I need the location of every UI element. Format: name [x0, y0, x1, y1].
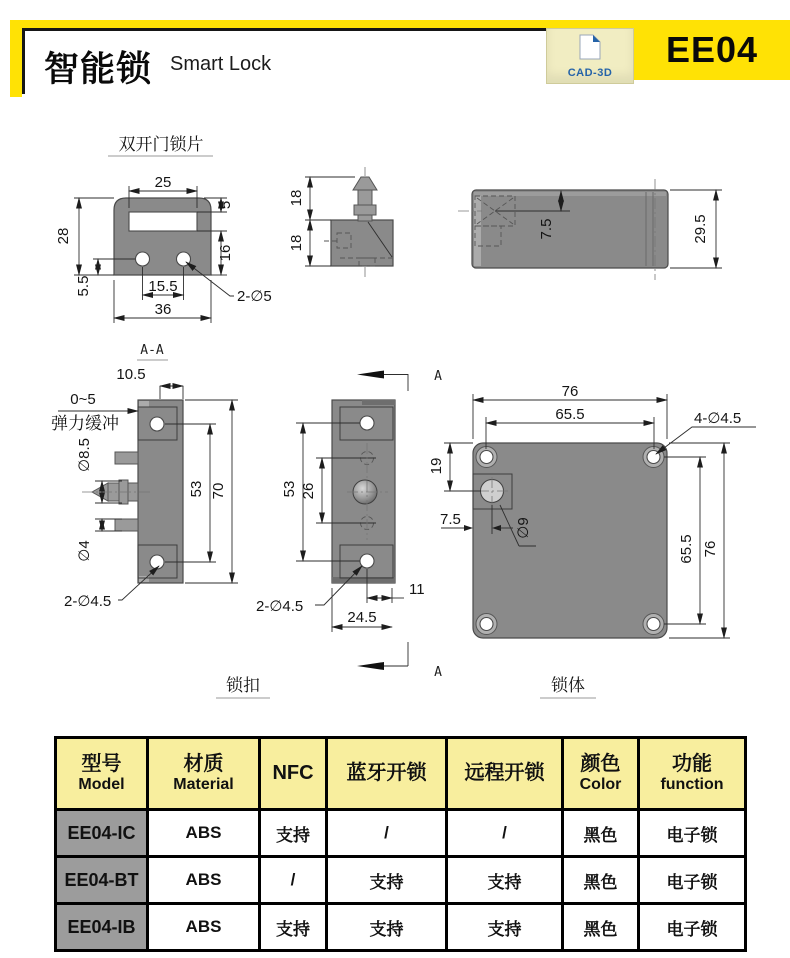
dim-body-side-7-5: 7.5 [538, 218, 555, 240]
section-mark-bottom: A [434, 665, 442, 680]
dim-corner-holes: 4-∅4.5 [694, 410, 742, 427]
drawing-door-plate-label: 双开门锁片 [118, 135, 204, 154]
cell-remote: / [447, 810, 563, 857]
dim-section-holes: 2-∅4.5 [64, 593, 112, 610]
dim-front-53: 53 [281, 480, 298, 498]
cell-color: 黑色 [563, 904, 639, 951]
col-header-material: 材质 Material [148, 738, 260, 810]
cell-remote: 支持 [447, 857, 563, 904]
dim-pin-body-height: 18 [288, 234, 305, 252]
cell-color: 黑色 [563, 857, 639, 904]
dim-plate-28: 28 [55, 227, 72, 245]
spec-table-header-row [56, 738, 746, 810]
dim-pin-dia: ∅4 [76, 540, 93, 562]
cell-remote: 支持 [447, 904, 563, 951]
dim-bodyfront-65-5-right: 65.5 [678, 534, 695, 564]
dim-center-hole: ∅9 [515, 517, 532, 539]
body-label: 锁体 [551, 676, 585, 695]
cell-nfc: 支持 [260, 810, 327, 857]
cell-material: ABS [148, 857, 260, 904]
dim-front-26: 26 [300, 482, 317, 500]
dim-body-side-29-5: 29.5 [692, 214, 709, 244]
cad-3d-label: CAD-3D [567, 66, 613, 79]
cell-model: EE04-IC [56, 810, 148, 857]
cell-function: 电子锁 [639, 810, 746, 857]
cell-bluetooth: 支持 [327, 857, 447, 904]
drawing-body-front [428, 383, 756, 698]
cell-material: ABS [148, 904, 260, 951]
dim-front-holes: 2-∅4.5 [256, 598, 304, 615]
dim-pin-height: 18 [288, 189, 305, 207]
cell-nfc: 支持 [260, 904, 327, 951]
col-header-color: 颜色 Color [563, 738, 639, 810]
dim-plate-36: 36 [154, 301, 172, 318]
section-mark-top: A [434, 369, 442, 384]
col-header-model: 型号 Model [56, 738, 148, 810]
cell-color: 黑色 [563, 810, 639, 857]
dim-buffer-range: 0~5 [70, 391, 96, 408]
dim-front-24-5: 24.5 [347, 609, 377, 626]
cell-function: 电子锁 [639, 857, 746, 904]
dim-plate-5: 5 [217, 200, 234, 210]
cell-bluetooth: 支持 [327, 904, 447, 951]
dim-section-10-5: 10.5 [116, 366, 146, 383]
dim-front-11: 11 [409, 581, 425, 598]
table-row [56, 810, 746, 857]
page-title: 智能锁 [44, 50, 153, 89]
col-header-function: 功能 function [639, 738, 746, 810]
cell-model: EE04-IB [56, 904, 148, 951]
dim-plate-25: 25 [154, 174, 172, 191]
drawing-door-plate [55, 134, 272, 323]
dim-section-53: 53 [188, 480, 205, 498]
dim-plate-5-5: 5.5 [75, 275, 92, 297]
col-header-nfc: NFC [260, 738, 327, 810]
page-subtitle: Smart Lock [170, 53, 272, 75]
dim-plate-16: 16 [217, 244, 234, 262]
drawing-section-aa [51, 343, 238, 610]
drawing-striker-side [288, 167, 393, 277]
cell-nfc: / [260, 857, 327, 904]
dim-plate-15-5: 15.5 [148, 278, 178, 295]
striker-label: 锁扣 [226, 676, 260, 695]
model-code: EE04 [665, 29, 759, 70]
cell-function: 电子锁 [639, 904, 746, 951]
col-header-bluetooth: 蓝牙开锁 [327, 738, 447, 810]
dim-section-70: 70 [210, 482, 227, 500]
drawing-striker-front [216, 369, 442, 698]
cell-bluetooth: / [327, 810, 447, 857]
dim-bodyfront-65-5-top: 65.5 [555, 406, 585, 423]
buffer-label: 弹力缓冲 [51, 414, 119, 433]
drawing-body-side [458, 179, 722, 280]
dim-bodyfront-19: 19 [428, 457, 445, 475]
dim-plate-holes: 2-∅5 [237, 288, 272, 305]
spec-table [54, 736, 747, 952]
cell-model: EE04-BT [56, 857, 148, 904]
col-header-remote: 远程开锁 [447, 738, 563, 810]
section-aa-label: A-A [140, 343, 164, 358]
dim-bodyfront-76-top: 76 [561, 383, 579, 400]
table-row [56, 857, 746, 904]
dim-plunger-dia: ∅8.5 [76, 438, 93, 472]
dim-bodyfront-7-5: 7.5 [440, 511, 461, 528]
dim-bodyfront-76-right: 76 [702, 540, 719, 558]
cell-material: ABS [148, 810, 260, 857]
table-row [56, 904, 746, 951]
